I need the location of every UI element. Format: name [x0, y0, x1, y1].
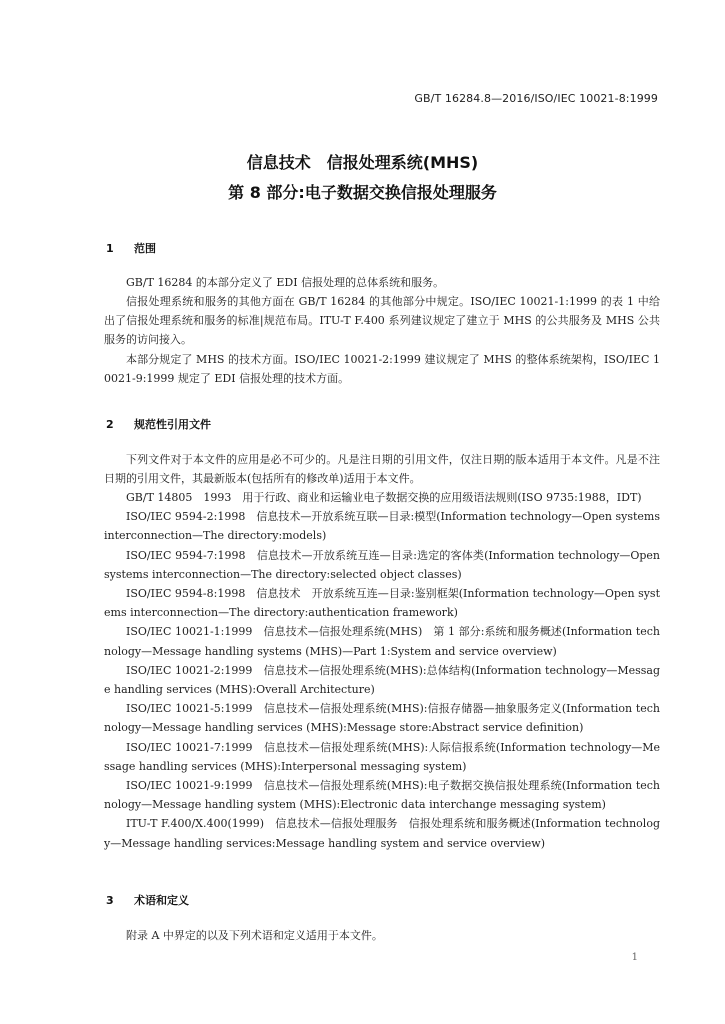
- reference-item: ISO/IEC 10021-7:1999 信息技术—信报处理系统(MHS):人际信报系统(Information technology—Message handling services (MHS):Interpersonal messaging system): [104, 740, 660, 773]
- standard-code: GB/T 16284.8—2016/ISO/IEC 10021-8:1999: [414, 92, 658, 105]
- paragraph: 下列文件对于本文件的应用是必不可少的。凡是注日期的引用文件，仅注日期的版本适用于本文件。凡是不注日期的引用文件，其最新版本(包括所有的修改单)适用于本文件。: [104, 453, 660, 486]
- document-title: 信息技术 信报处理系统(MHS): [246, 153, 479, 172]
- reference-item: ISO/IEC 10021-9:1999 信息技术—信报处理系统(MHS):电子数据交换信报处理系统(Information technology—Message handling system (MHS):Electronic data interchange messaging system): [104, 779, 660, 812]
- section-number: 1: [106, 242, 114, 255]
- section-title: 规范性引用文件: [134, 418, 211, 431]
- section-2-heading: [106, 416, 211, 432]
- paragraph: 本部分规定了 MHS 的技术方面。ISO/IEC 10021-2:1999 建议规定了 MHS 的整体系统架构，ISO/IEC 10021-9:1999 规定了 EDI 信报处理的技术方面。: [104, 353, 660, 386]
- document-subtitle: 第 8 部分:电子数据交换信报处理服务: [228, 183, 497, 202]
- reference-item: ISO/IEC 9594-7:1998 信息技术—开放系统互连—目录:选定的客体类(Information technology—Open systems interconnection—The directory:selected object classes): [104, 548, 660, 581]
- section-number: 3: [106, 894, 114, 907]
- section-1-heading: [106, 240, 156, 256]
- page-number: 1: [631, 952, 638, 963]
- reference-item: ISO/IEC 10021-5:1999 信息技术—信报处理系统(MHS):信报存储器—抽象服务定义(Information technology—Message handling services (MHS):Message store:Abstract service definition): [104, 702, 660, 735]
- section-title: 术语和定义: [134, 894, 189, 907]
- section-number: 2: [106, 418, 114, 431]
- paragraph: 附录 A 中界定的以及下列术语和定义适用于本文件。: [126, 929, 383, 942]
- section-title: 范围: [134, 242, 156, 255]
- reference-list: [104, 488, 660, 853]
- reference-item: ISO/IEC 9594-2:1998 信息技术—开放系统互联—目录:模型(Information technology—Open systems interconnection—The directory:models): [104, 510, 660, 543]
- paragraph: GB/T 16284 的本部分定义了 EDI 信报处理的总体系统和服务。: [126, 276, 445, 289]
- reference-item: ISO/IEC 9594-8:1998 信息技术 开放系统互连—目录:鉴别框架(Information technology—Open systems interconnection—The directory:authentication framework): [104, 587, 660, 620]
- paragraph: 信报处理系统和服务的其他方面在 GB/T 16284 的其他部分中规定。ISO/IEC 10021-1:1999 的表 1 中给出了信报处理系统和服务的标准|规范布局。ITU-T F.400 系列建议规定了建立于 MHS 的公共服务及 MHS 公共服务的访问接入。: [104, 295, 660, 347]
- reference-item: ISO/IEC 10021-2:1999 信息技术—信报处理系统(MHS):总体结构(Information technology—Message handling services (MHS):Overall Architecture): [104, 663, 660, 697]
- reference-item: GB/T 14805 1993 用于行政、商业和运输业电子数据交换的应用级语法规则(ISO 9735:1988，IDT): [126, 491, 642, 504]
- section-3-heading: [106, 892, 189, 908]
- reference-item: ITU-T F.400/X.400(1999) 信息技术—信报处理服务 信报处理系统和服务概述(Information technology—Message handling services:Message handling system and service overview): [104, 817, 660, 850]
- reference-item: ISO/IEC 10021-1:1999 信息技术—信报处理系统(MHS) 第 1 部分:系统和服务概述(Information technology—Message handling systems (MHS)—Part 1:System and service overview): [104, 625, 660, 658]
